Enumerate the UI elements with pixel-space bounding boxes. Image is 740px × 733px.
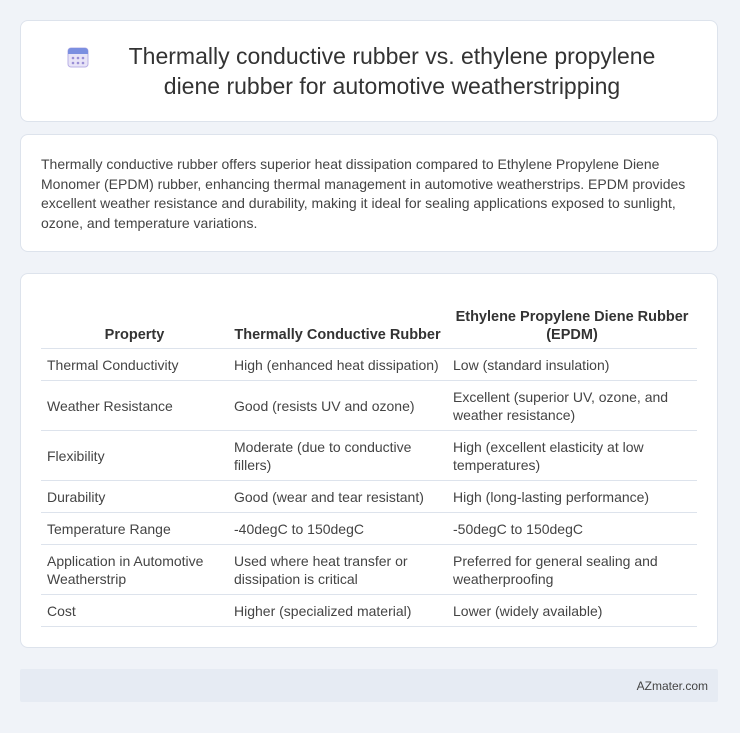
table-cell-epdm: Lower (widely available) [447, 595, 697, 627]
footer [20, 669, 718, 702]
table-cell-thermally-conductive: -40degC to 150degC [228, 513, 447, 545]
title-card [20, 20, 718, 122]
comparison-table-card [20, 273, 718, 648]
table-row [41, 513, 697, 545]
footer-brand: AZmater.com [636, 678, 708, 693]
table-row [41, 431, 697, 481]
table-row [41, 349, 697, 381]
column-header-epdm: Ethylene Propylene Diene Rubber (EPDM) [447, 290, 697, 349]
table-row [41, 381, 697, 431]
table-cell-property: Cost [41, 595, 228, 627]
table-cell-epdm: High (excellent elasticity at low temperatures) [447, 431, 697, 481]
summary-text: Thermally conductive rubber offers superior heat dissipation compared to Ethylene Propylene Diene Monomer (EPDM) rubber, enhancing thermal management in automotive weatherstrips. EPDM provides excellent weather resistance and durability, making it ideal for sealing applications exposed to sunlight, ozone, and temperature variations. [41, 156, 686, 231]
table-cell-epdm: High (long-lasting performance) [447, 481, 697, 513]
title-wrap [36, 41, 702, 101]
table-cell-thermally-conductive: Good (wear and tear resistant) [228, 481, 447, 513]
table-cell-epdm: Preferred for general sealing and weatherproofing [447, 545, 697, 595]
summary-card [20, 134, 718, 252]
table-cell-property: Application in Automotive Weatherstrip [41, 545, 228, 595]
table-row [41, 595, 697, 627]
page-title: Thermally conductive rubber vs. ethylene propylene diene rubber for automotive weatherstripping [128, 43, 656, 99]
table-row [41, 481, 697, 513]
column-header-thermally-conductive-rubber: Thermally Conductive Rubber [228, 290, 447, 349]
table-cell-thermally-conductive: Used where heat transfer or dissipation is critical [228, 545, 447, 595]
table-cell-thermally-conductive: Higher (specialized material) [228, 595, 447, 627]
table-cell-property: Thermal Conductivity [41, 349, 228, 381]
table-cell-epdm: Excellent (superior UV, ozone, and weather resistance) [447, 381, 697, 431]
table-cell-epdm: Low (standard insulation) [447, 349, 697, 381]
table-cell-epdm: -50degC to 150degC [447, 513, 697, 545]
table-cell-property: Flexibility [41, 431, 228, 481]
calendar-icon [66, 45, 90, 69]
table-cell-thermally-conductive: High (enhanced heat dissipation) [228, 349, 447, 381]
table-row [41, 545, 697, 595]
table-cell-thermally-conductive: Moderate (due to conductive fillers) [228, 431, 447, 481]
table-header-row [41, 290, 697, 349]
table-cell-property: Temperature Range [41, 513, 228, 545]
table-cell-thermally-conductive: Good (resists UV and ozone) [228, 381, 447, 431]
table-cell-property: Durability [41, 481, 228, 513]
table-cell-property: Weather Resistance [41, 381, 228, 431]
column-header-property: Property [41, 290, 228, 349]
comparison-table [41, 290, 697, 627]
